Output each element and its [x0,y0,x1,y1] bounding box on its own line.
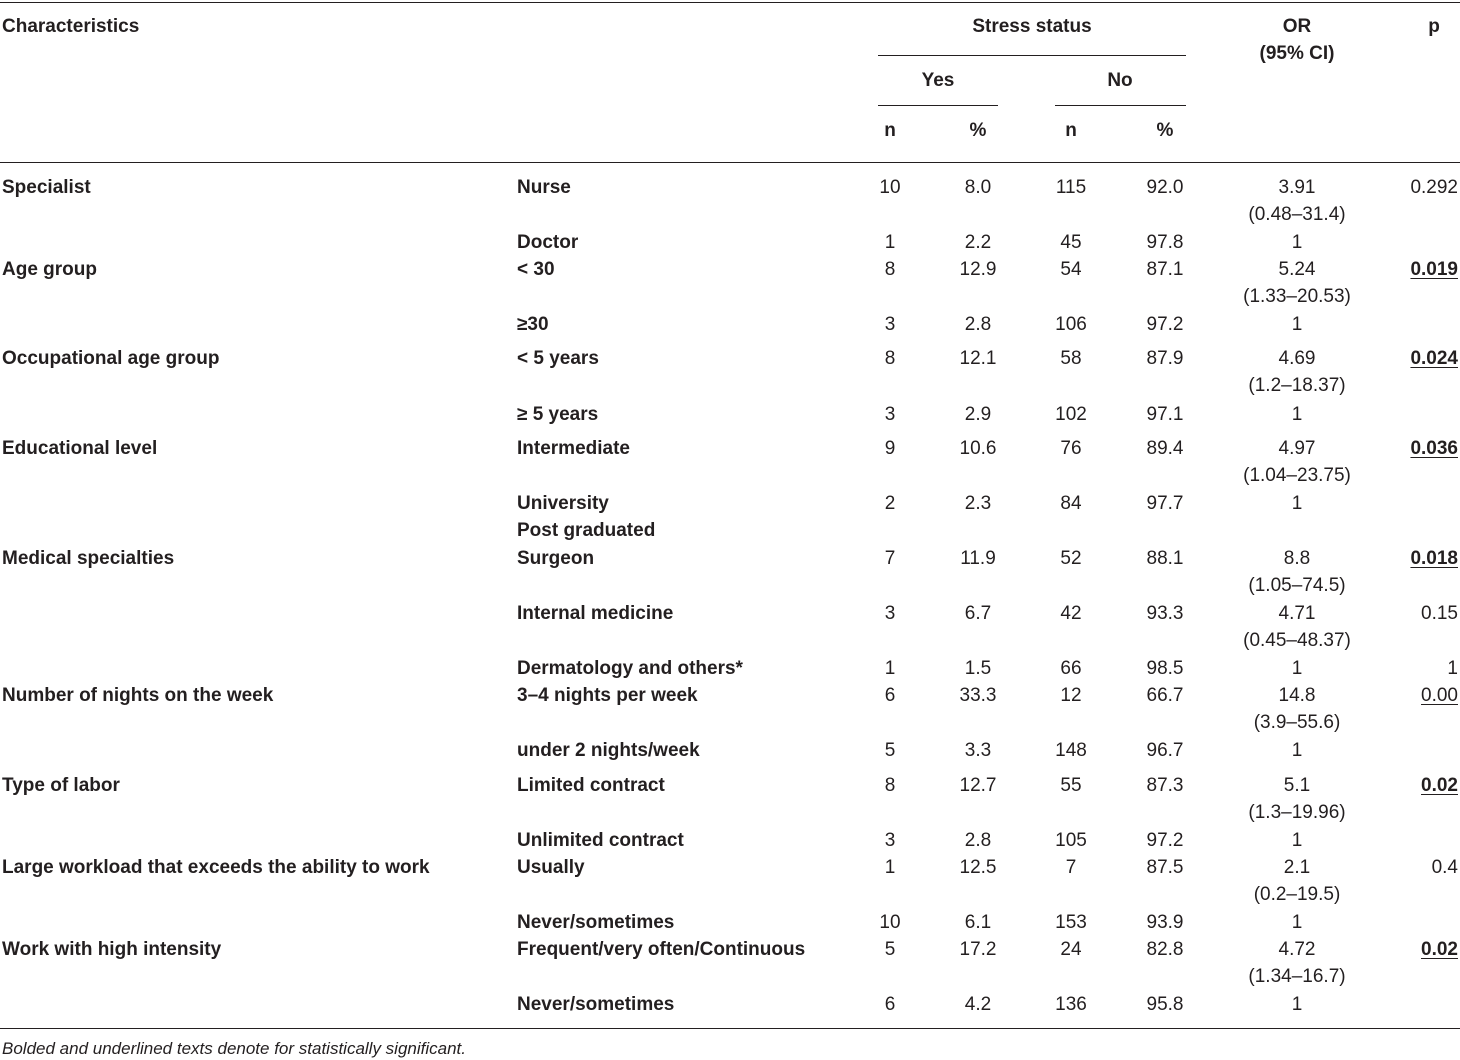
cell-no-n: 66 [1060,658,1082,679]
cell-no-pct: 88.1 [1146,548,1184,569]
row-characteristic: Medical specialties [2,548,175,569]
cell-no-n: 106 [1055,314,1087,335]
row-category: Surgeon [517,548,595,569]
cell-or-ci: (1.2–18.37) [1248,375,1346,396]
cell-no-n: 42 [1060,603,1082,624]
cell-yes-pct: 6.1 [964,912,992,933]
cell-yes-pct: 11.9 [960,548,996,569]
cell-no-pct: 97.1 [1146,404,1184,425]
cell-yes-pct: 2.8 [964,314,992,335]
cell-or: 4.69 [1278,348,1316,369]
cell-no-n: 153 [1055,912,1087,933]
row-category: University [517,493,609,514]
row-category: Doctor [517,232,579,253]
cell-p-value: 0.019 [1410,259,1458,280]
row-category: 3–4 nights per week [517,685,698,706]
cell-or: 14.8 [1278,685,1316,706]
cell-yes-n: 10 [879,912,901,933]
row-category: ≥30 [517,314,549,335]
cell-or: 3.91 [1278,177,1316,198]
cell-no-pct: 93.9 [1146,912,1184,933]
row-characteristic: Work with high intensity [2,939,222,960]
cell-no-n: 136 [1055,994,1087,1015]
cell-or: 1 [1291,314,1303,335]
cell-no-pct: 87.9 [1146,348,1184,369]
cell-yes-n: 7 [884,548,896,569]
header-no-n: n [1065,120,1077,141]
cell-yes-pct: 12.7 [959,775,997,796]
row-category: Limited contract [517,775,665,796]
cell-no-pct: 97.8 [1146,232,1184,253]
cell-yes-n: 1 [884,232,896,253]
row-category: Intermediate [517,438,630,459]
cell-p-value: 1 [1447,658,1458,679]
header-yes-pct: % [969,120,987,141]
cell-no-pct: 82.8 [1146,939,1184,960]
cell-yes-pct: 2.3 [964,493,992,514]
cell-no-n: 54 [1060,259,1082,280]
cell-yes-pct: 12.5 [959,857,997,878]
header-stress-status: Stress status [972,16,1092,37]
cell-or-ci: (3.9–55.6) [1253,712,1341,733]
cell-no-n: 58 [1060,348,1082,369]
yes-rule [878,105,998,106]
cell-no-pct: 97.2 [1146,830,1184,851]
cell-p-value: 0.15 [1421,603,1458,624]
row-category: Never/sometimes [517,912,675,933]
cell-yes-n: 10 [879,177,901,198]
cell-p-value: 0.018 [1410,548,1458,569]
cell-yes-n: 8 [884,259,896,280]
cell-p-value: 0.024 [1410,348,1458,369]
cell-yes-n: 2 [884,493,896,514]
cell-yes-n: 5 [884,939,896,960]
cell-or-ci: (1.33–20.53) [1243,286,1351,307]
cell-yes-n: 3 [884,314,896,335]
cell-no-pct: 97.7 [1146,493,1184,514]
row-category: Never/sometimes [517,994,675,1015]
cell-yes-pct: 12.1 [959,348,997,369]
cell-yes-pct: 2.2 [964,232,992,253]
cell-no-n: 52 [1060,548,1082,569]
cell-or: 4.72 [1278,939,1316,960]
cell-or: 1 [1291,493,1303,514]
cell-or-ci: (0.45–48.37) [1243,630,1351,651]
cell-no-pct: 92.0 [1146,177,1184,198]
cell-or: 8.8 [1283,548,1311,569]
cell-or-ci: (0.48–31.4) [1248,204,1346,225]
cell-yes-pct: 2.9 [964,404,992,425]
cell-or: 5.1 [1283,775,1311,796]
cell-yes-n: 6 [884,685,896,706]
cell-or: 1 [1291,830,1303,851]
cell-or: 1 [1291,740,1303,761]
cell-no-n: 12 [1060,685,1082,706]
cell-no-pct: 89.4 [1146,438,1184,459]
cell-no-n: 24 [1060,939,1082,960]
cell-or: 5.24 [1278,259,1316,280]
cell-or: 1 [1291,912,1303,933]
row-category: Unlimited contract [517,830,684,851]
row-characteristic: Number of nights on the week [2,685,274,706]
cell-yes-pct: 17.2 [959,939,997,960]
cell-or: 1 [1291,994,1303,1015]
cell-or: 2.1 [1283,857,1311,878]
cell-or: 1 [1291,404,1303,425]
cell-p-value: 0.292 [1410,177,1458,198]
row-category: < 30 [517,259,555,280]
cell-yes-pct: 4.2 [964,994,992,1015]
header-no: No [1107,70,1133,91]
cell-no-pct: 66.7 [1146,685,1184,706]
cell-yes-n: 8 [884,775,896,796]
cell-or: 1 [1291,232,1303,253]
cell-or-ci: (1.05–74.5) [1248,575,1346,596]
header-or-ci: (95% CI) [1259,43,1335,64]
cell-yes-pct: 33.3 [959,685,997,706]
cell-or: 1 [1291,658,1303,679]
row-category: Nurse [517,177,571,198]
cell-or-ci: (1.34–16.7) [1248,966,1346,987]
cell-yes-n: 3 [884,603,896,624]
cell-yes-n: 3 [884,404,896,425]
table-top-rule [0,2,1460,3]
cell-p-value: 0.00 [1421,685,1458,706]
cell-yes-pct: 3.3 [964,740,992,761]
cell-no-n: 7 [1065,857,1077,878]
cell-no-pct: 87.5 [1146,857,1184,878]
cell-no-n: 84 [1060,493,1082,514]
cell-no-pct: 87.1 [1146,259,1184,280]
table-footnote: Bolded and underlined texts denote for statistically significant. [2,1039,466,1058]
cell-yes-n: 8 [884,348,896,369]
cell-p-value: 0.02 [1421,939,1458,960]
row-category: Post graduated [517,520,656,541]
cell-yes-pct: 8.0 [964,177,992,198]
header-characteristics: Characteristics [2,16,140,37]
cell-no-n: 115 [1055,177,1087,198]
stress-status-rule [878,55,1186,56]
cell-or-ci: (1.3–19.96) [1248,802,1346,823]
cell-no-pct: 95.8 [1146,994,1184,1015]
cell-yes-n: 3 [884,830,896,851]
cell-p-value: 0.036 [1410,438,1458,459]
row-characteristic: Specialist [2,177,91,198]
cell-yes-n: 1 [884,658,896,679]
cell-no-n: 55 [1060,775,1082,796]
no-rule [1055,105,1186,106]
row-category: under 2 nights/week [517,740,700,761]
cell-no-n: 45 [1060,232,1082,253]
cell-or-ci: (0.2–19.5) [1253,884,1341,905]
row-characteristic: Type of labor [2,775,120,796]
table-bottom-rule [0,1028,1460,1029]
cell-yes-pct: 1.5 [964,658,992,679]
cell-no-n: 76 [1060,438,1082,459]
cell-yes-pct: 6.7 [964,603,992,624]
row-characteristic: Age group [2,259,97,280]
cell-p-value: 0.02 [1421,775,1458,796]
cell-no-n: 105 [1055,830,1087,851]
cell-or: 4.71 [1278,603,1316,624]
cell-no-n: 148 [1055,740,1087,761]
row-category: Usually [517,857,585,878]
cell-yes-pct: 10.6 [959,438,997,459]
row-category: Dermatology and others* [517,658,743,679]
header-yes-n: n [884,120,896,141]
row-characteristic: Educational level [2,438,158,459]
cell-no-pct: 98.5 [1146,658,1184,679]
cell-yes-pct: 12.9 [959,259,997,280]
cell-no-n: 102 [1055,404,1087,425]
row-category: < 5 years [517,348,599,369]
cell-yes-n: 6 [884,994,896,1015]
cell-no-pct: 93.3 [1146,603,1184,624]
header-no-pct: % [1156,120,1174,141]
header-or: OR [1282,16,1312,37]
cell-or: 4.97 [1278,438,1316,459]
cell-yes-pct: 2.8 [964,830,992,851]
cell-yes-n: 5 [884,740,896,761]
cell-yes-n: 1 [884,857,896,878]
row-characteristic: Occupational age group [2,348,220,369]
header-p: p [1428,16,1440,37]
cell-yes-n: 9 [884,438,896,459]
cell-no-pct: 87.3 [1146,775,1184,796]
row-category: Frequent/very often/Continuous [517,939,806,960]
header-bottom-rule [0,162,1460,163]
row-characteristic: Large workload that exceeds the ability to work [2,857,430,878]
cell-no-pct: 97.2 [1146,314,1184,335]
cell-or-ci: (1.04–23.75) [1243,465,1351,486]
cell-no-pct: 96.7 [1146,740,1184,761]
row-category: ≥ 5 years [517,404,599,425]
header-yes: Yes [921,70,955,91]
cell-p-value: 0.4 [1431,857,1458,878]
row-category: Internal medicine [517,603,674,624]
